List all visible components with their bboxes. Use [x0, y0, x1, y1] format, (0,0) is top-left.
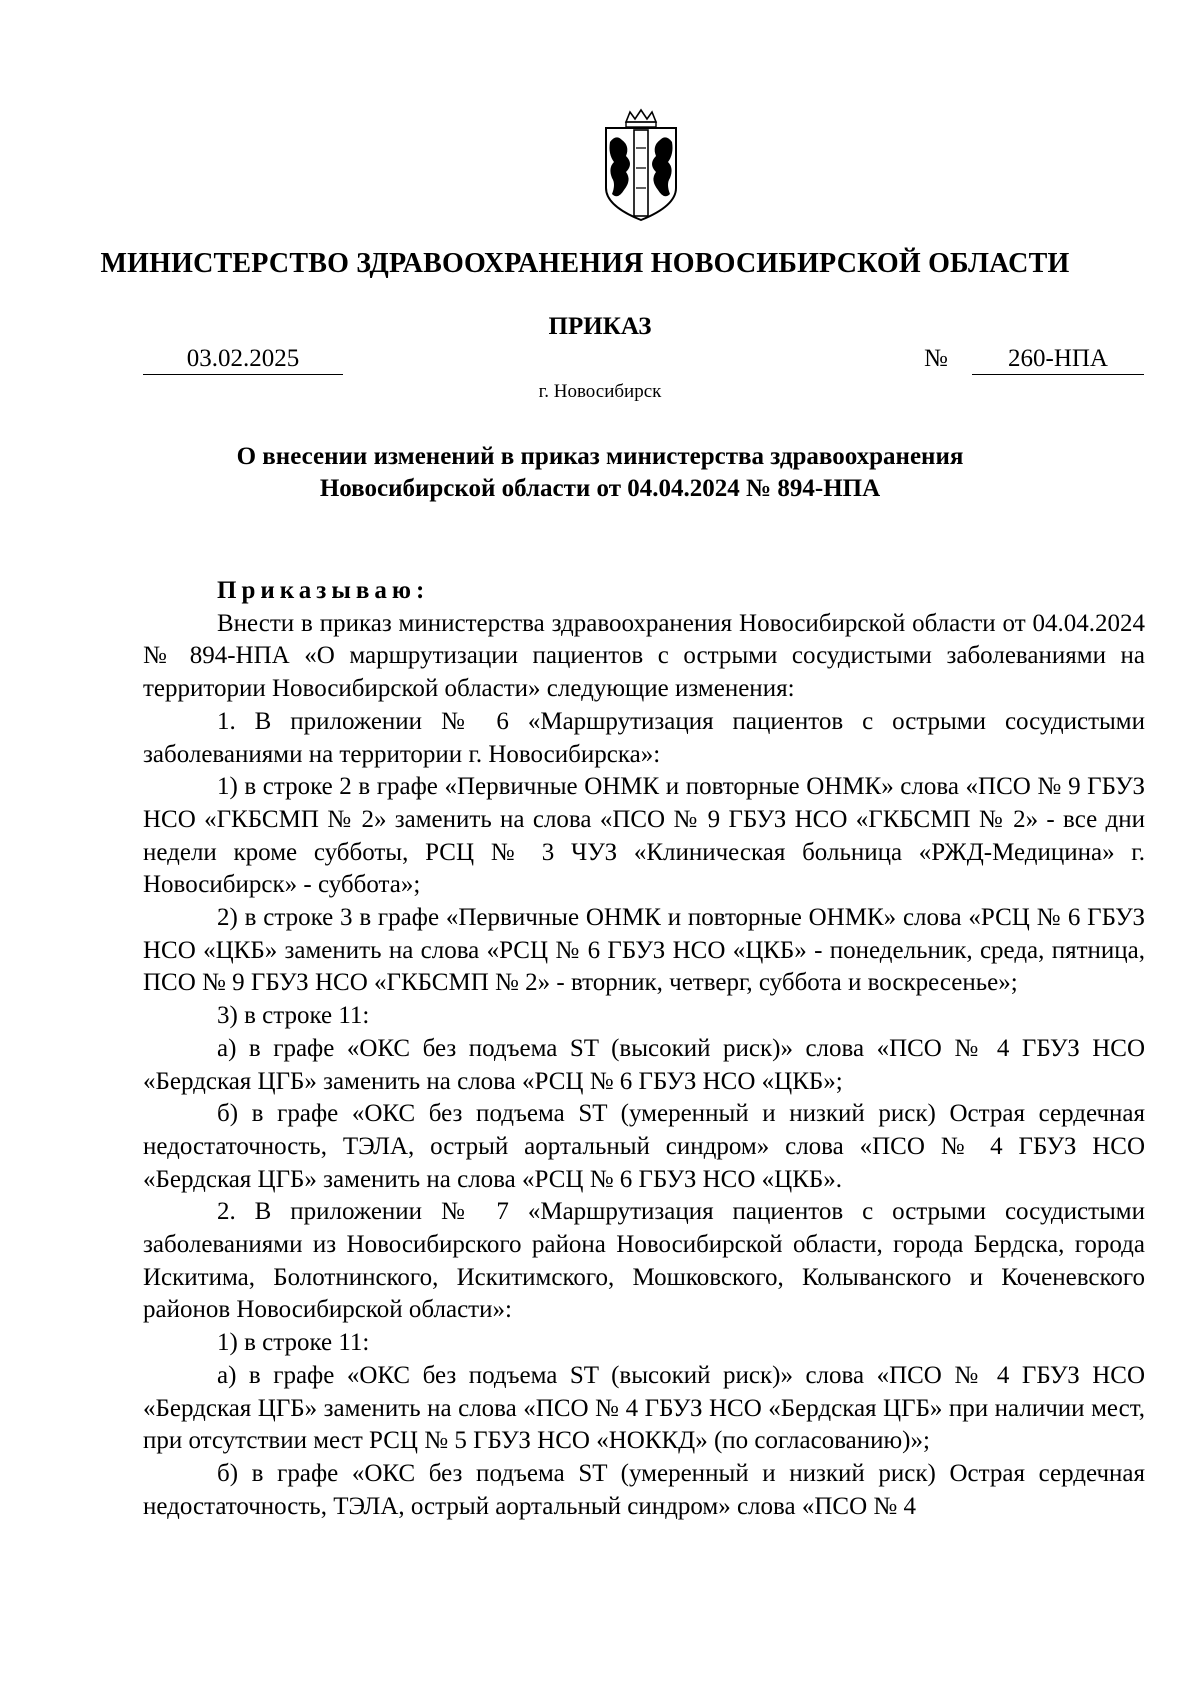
coat-of-arms-icon [600, 108, 682, 224]
body-paragraph: 1) в строке 11: [217, 1329, 370, 1357]
document-number: 260-НПА [972, 344, 1144, 375]
body-paragraph: 2. В приложении № 7 «Маршрутизация пациентов с острыми сосудистыми заболеваниями из Новосибирского района Новосибирской области, города Бердска, города Искитима, Болотнинского, Искитимского, Мошковского, Колыванского и Коченевского районов Новосибирской области»: [143, 1198, 1145, 1324]
body-paragraph: 2) в строке 3 в графе «Первичные ОНМК и повторные ОНМК» слова «РСЦ № 6 ГБУЗ НСО «ЦКБ» заменить на слова «РСЦ № 6 ГБУЗ НСО «ЦКБ» - понедельник, среда, пятница, ПСО № 9 ГБУЗ НСО «ГКБСМП № 2» - вторник, четверг, суббота и воскресенье»; [143, 904, 1145, 997]
number-sign: № [924, 345, 948, 372]
body-paragraph: 1) в строке 2 в графе «Первичные ОНМК и повторные ОНМК» слова «ПСО № 9 ГБУЗ НСО «ГКБСМП № 2» заменить на слова «ПСО № 9 ГБУЗ НСО «ГКБСМП № 2» - все дни недели кроме субботы, РСЦ № 3 ЧУЗ «Клиническая больница «РЖД-Медицина» г. Новосибирск» - суббота»; [143, 773, 1145, 899]
body-paragraph: б) в графе «ОКС без подъема ST (умеренный и низкий риск) Острая сердечная недостаточность, ТЭЛА, острый аортальный синдром» слова «ПСО № 4 ГБУЗ НСО «Бердская ЦГБ» заменить на слова «РСЦ № 6 ГБУЗ НСО «ЦКБ». [143, 1100, 1145, 1193]
document-subject [200, 441, 1000, 505]
document-body [143, 575, 1145, 1523]
body-paragraph: Внести в приказ министерства здравоохранения Новосибирской области от 04.04.2024 № 894-НПА «О маршрутизации пациентов с острыми сосудистыми заболеваниями на территории Новосибирской области» следующие изменения: [143, 609, 1145, 703]
body-paragraph: 3) в строке 11: [217, 1002, 370, 1030]
order-heading: Приказываю: [217, 577, 430, 604]
subject-line-2: Новосибирской области от 04.04.2024 № 894-НПА [319, 475, 881, 502]
body-paragraph: 1. В приложении № 6 «Маршрутизация пациентов с острыми сосудистыми заболеваниями на территории г. Новосибирска»: [143, 707, 1145, 768]
body-paragraph: а) в графе «ОКС без подъема ST (высокий риск)» слова «ПСО № 4 ГБУЗ НСО «Бердская ЦГБ» заменить на слова «ПСО № 4 ГБУЗ НСО «Бердская ЦГБ» при наличии мест, при отсутствии мест РСЦ № 5 ГБУЗ НСО «НОККД» (по согласованию)»; [143, 1361, 1145, 1455]
document-type: ПРИКАЗ [548, 313, 652, 340]
body-paragraph: б) в графе «ОКС без подъема ST (умеренный и низкий риск) Острая сердечная недостаточность, ТЭЛА, острый аортальный синдром» слова «ПСО № 4 [143, 1459, 1145, 1520]
ministry-title: МИНИСТЕРСТВО ЗДРАВООХРАНЕНИЯ НОВОСИБИРСКОЙ ОБЛАСТИ [100, 248, 1070, 279]
document-city: г. Новосибирск [538, 381, 662, 402]
body-paragraph: а) в графе «ОКС без подъема ST (высокий риск)» слова «ПСО № 4 ГБУЗ НСО «Бердская ЦГБ» заменить на слова «РСЦ № 6 ГБУЗ НСО «ЦКБ»; [143, 1034, 1145, 1095]
document-date: 03.02.2025 [143, 344, 343, 375]
subject-line-1: О внесении изменений в приказ министерства здравоохранения [236, 443, 964, 470]
